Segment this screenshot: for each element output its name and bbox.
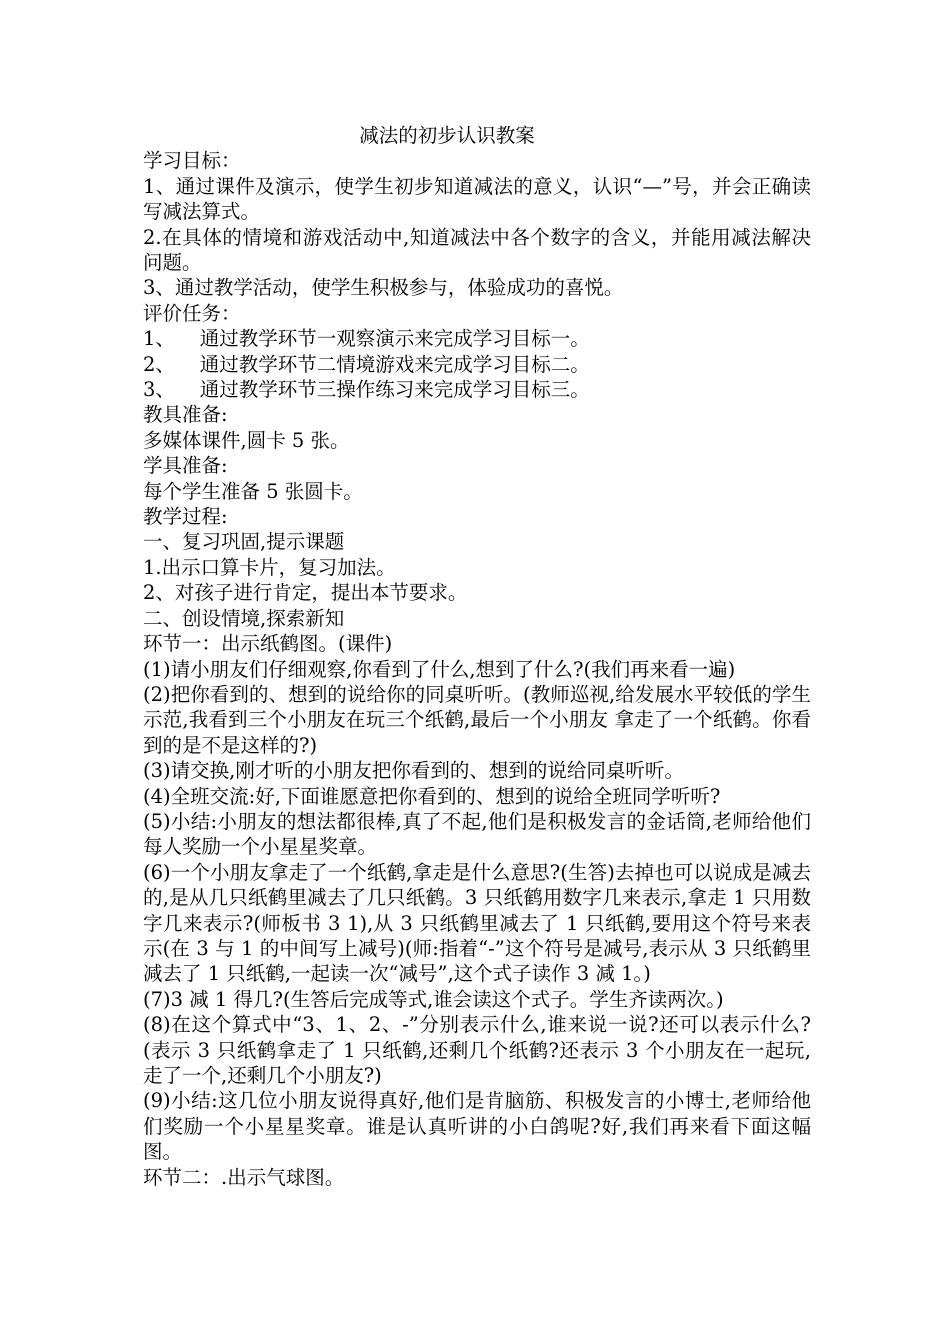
evaluation-item: 1、 通过教学环节一观察演示来完成学习目标一。 [143, 327, 590, 351]
goal-item: 2.在具体的情境和游戏活动中,知道减法中各个数字的含义，并能用减法解决问题。 [143, 225, 811, 275]
stage-heading: 环节二：.出示气球图。 [143, 1165, 345, 1189]
heading-teaching-process: 教学过程: [143, 505, 228, 529]
goal-item: 3、通过教学活动，使学生积极参与，体验成功的喜悦。 [143, 276, 624, 300]
process-step: 2、对孩子进行肯定，提出本节要求。 [143, 581, 468, 605]
section-heading: 二、创设情境,探索新知 [143, 606, 345, 630]
process-step: 1.出示口算卡片，复习加法。 [143, 555, 396, 579]
goal-item: 1、通过课件及演示，使学生初步知道减法的意义，认识“—”号，并会正确读写减法算式。 [143, 174, 811, 224]
stage-heading: 环节一：出示纸鹤图。(课件) [143, 632, 393, 656]
process-step: (7)3 减 1 得几?(生答后完成等式,谁会读这个式子。学生齐读两次。) [143, 987, 724, 1011]
document-title: 减法的初步认识教案 [359, 124, 535, 147]
process-step: (9)小结:这几位小朋友说得真好,他们是肯脑筋、积极发言的小博士,老师给他们奖励一个小星星奖章。谁是认真听讲的小白鸽呢?好,我们再来看下面这幅图。 [143, 1089, 811, 1164]
evaluation-item: 2、 通过教学环节二情境游戏来完成学习目标二。 [143, 352, 590, 376]
process-step: (8)在这个算式中“3、1、2、-”分别表示什么,谁来说一说?还可以表示什么?(表示 3 只纸鹤拿走了 1 只纸鹤,还剩几个纸鹤?还表示 3 个小朋友在一起玩,走了一个,还剩几个小朋友?) [143, 1013, 811, 1088]
process-step: (2)把你看到的、想到的说给你的同桌听听。(教师巡视,给发展水平较低的学生示范,我看到三个小朋友在玩三个纸鹤,最后一个小朋友 拿走了一个纸鹤。你看到的是不是这样的?) [143, 682, 811, 757]
learning-aids-text: 每个学生准备 5 张圆卡。 [143, 479, 363, 503]
section-heading: 一、复习巩固,提示课题 [143, 530, 345, 554]
teaching-aids-text: 多媒体课件,圆卡 5 张。 [143, 428, 350, 452]
heading-learning-goals: 学习目标： [143, 149, 241, 173]
process-step: (1)请小朋友们仔细观察,你看到了什么,想到了什么?(我们再来看一遍) [143, 657, 736, 681]
process-step: (3)请交换,刚才听的小朋友把你看到的、想到的说给同桌听听。 [143, 759, 684, 783]
heading-teaching-aids: 教具准备: [143, 403, 228, 427]
evaluation-item: 3、 通过教学环节三操作练习来完成学习目标三。 [143, 378, 590, 402]
process-step: (5)小结:小朋友的想法都很棒,真了不起,他们是积极发言的金话筒,老师给他们每人奖励一个小星星奖章。 [143, 809, 811, 859]
heading-evaluation-tasks: 评价任务： [143, 301, 241, 325]
process-step: (6)一个小朋友拿走了一个纸鹤,拿走是什么意思?(生答)去掉也可以说成是减去的,是从几只纸鹤里减去了几只纸鹤。3 只纸鹤用数字几来表示,拿走 1 只用数字几来表示?(师板书 3 1),从 3 只纸鹤里减去了 1 只纸鹤,要用这个符号来表示(在 3 与 1 的中间写上减号)(师:指着“-”这个符号是减号,表示从 3 只纸鹤里减去了 1 只纸鹤,一起读一次“减号”,这个式子读作 3 减 1。) [143, 860, 811, 986]
document-body [143, 123, 811, 1190]
process-step: (4)全班交流:好,下面谁愿意把你看到的、想到的说给全班同学听听? [143, 784, 721, 808]
heading-learning-aids: 学具准备: [143, 454, 228, 478]
